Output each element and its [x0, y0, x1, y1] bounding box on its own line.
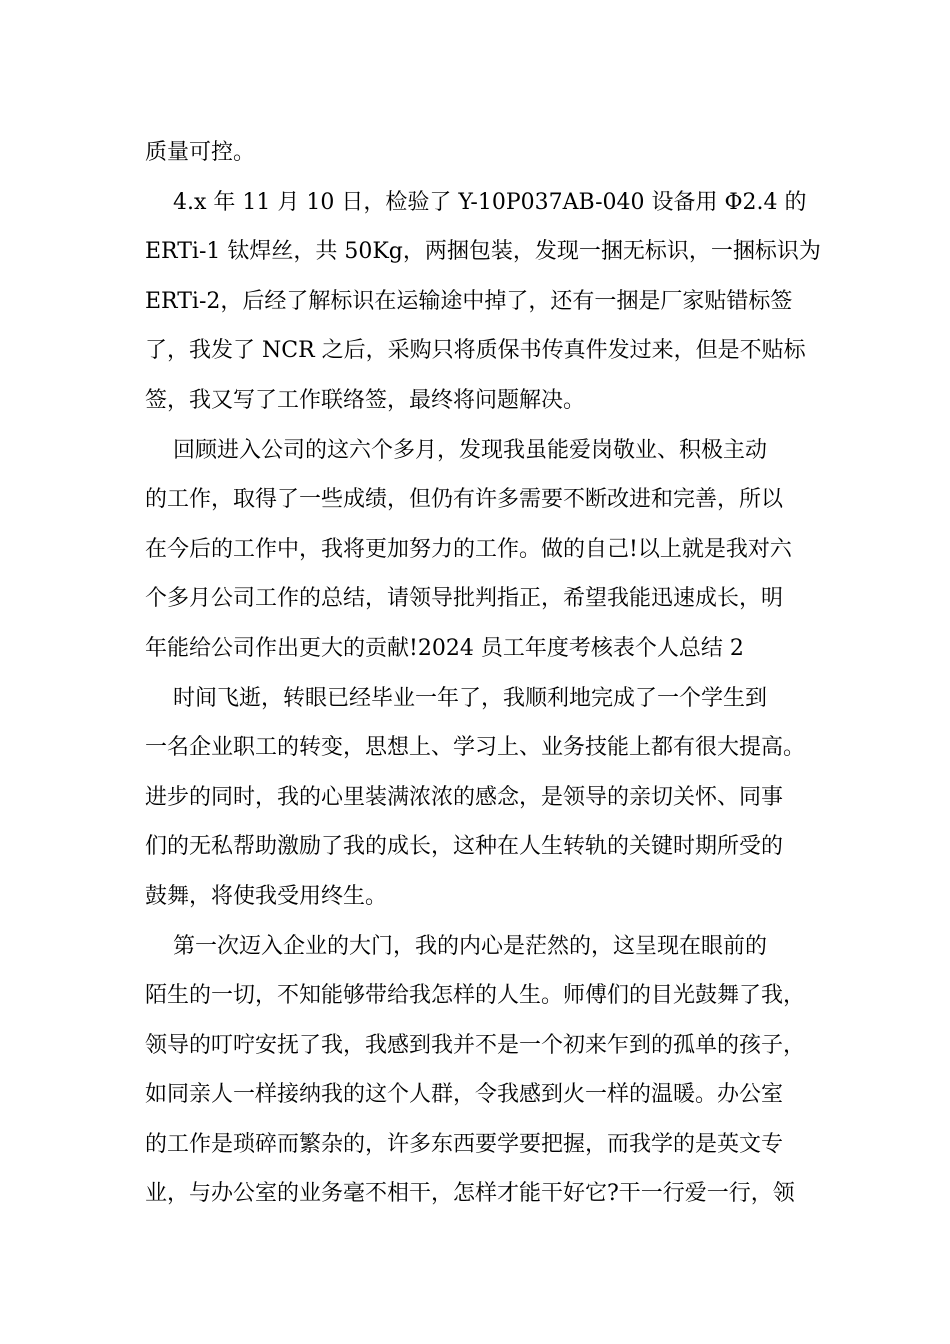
text-line: ERTi-1 钛焊丝，共 50Kg，两捆包装，发现一捆无标识，一捆标识为 [145, 239, 821, 265]
text-line: 时间飞逝，转眼已经毕业一年了，我顺利地完成了一个学生到 [145, 685, 767, 711]
text-line: 陌生的一切，不知能够带给我怎样的人生。师傅们的目光鼓舞了我， [145, 983, 806, 1009]
text-line: 回顾进入公司的这六个多月，发现我虽能爱岗敬业、积极主动 [145, 437, 767, 463]
text-line: 业，与办公室的业务毫不相干，怎样才能干好它?干一行爱一行，领 [145, 1181, 795, 1207]
text-line: 个多月公司工作的总结，请领导批判指正，希望我能迅速成长，明 [145, 586, 784, 612]
text-line: 第一次迈入企业的大门，我的内心是茫然的，这呈现在眼前的 [145, 933, 767, 959]
text-line: 4.x 年 11 月 10 日，检验了 Y-10P037AB-040 设备用 Φ2.4 的 [145, 189, 807, 215]
text-line: 了，我发了 NCR 之后，采购只将质保书传真件发过来，但是不贴标 [145, 338, 806, 364]
text-line: 的工作，取得了一些成绩，但仍有许多需要不断改进和完善，所以 [145, 487, 784, 513]
document-body [145, 128, 821, 1219]
text-line: 进步的同时，我的心里装满浓浓的感念，是领导的亲切关怀、同事 [145, 784, 784, 810]
text-line: 如同亲人一样接纳我的这个人群，令我感到火一样的温暖。办公室 [145, 1082, 784, 1108]
text-line: 年能给公司作出更大的贡献!2024 员工年度考核表个人总结 2 [145, 635, 744, 661]
text-line: 在今后的工作中，我将更加努力的工作。做的自己!以上就是我对六 [145, 536, 792, 562]
text-line: ERTi-2，后经了解标识在运输途中掉了，还有一捆是厂家贴错标签 [145, 288, 793, 314]
text-line: 质量可控。 [145, 140, 256, 165]
text-line: 鼓舞，将使我受用终生。 [145, 883, 388, 909]
text-line: 的工作是琐碎而繁杂的，许多东西要学要把握，而我学的是英文专 [145, 1131, 784, 1157]
text-line: 领导的叮咛安抚了我，我感到我并不是一个初来乍到的孤单的孩子， [145, 1032, 806, 1058]
text-line: 一名企业职工的转变，思想上、学习上、业务技能上都有很大提高。 [145, 735, 806, 761]
text-line: 签，我又写了工作联络签，最终将问题解决。 [145, 387, 586, 413]
text-line: 们的无私帮助激励了我的成长，这种在人生转轨的关键时期所受的 [145, 834, 784, 860]
